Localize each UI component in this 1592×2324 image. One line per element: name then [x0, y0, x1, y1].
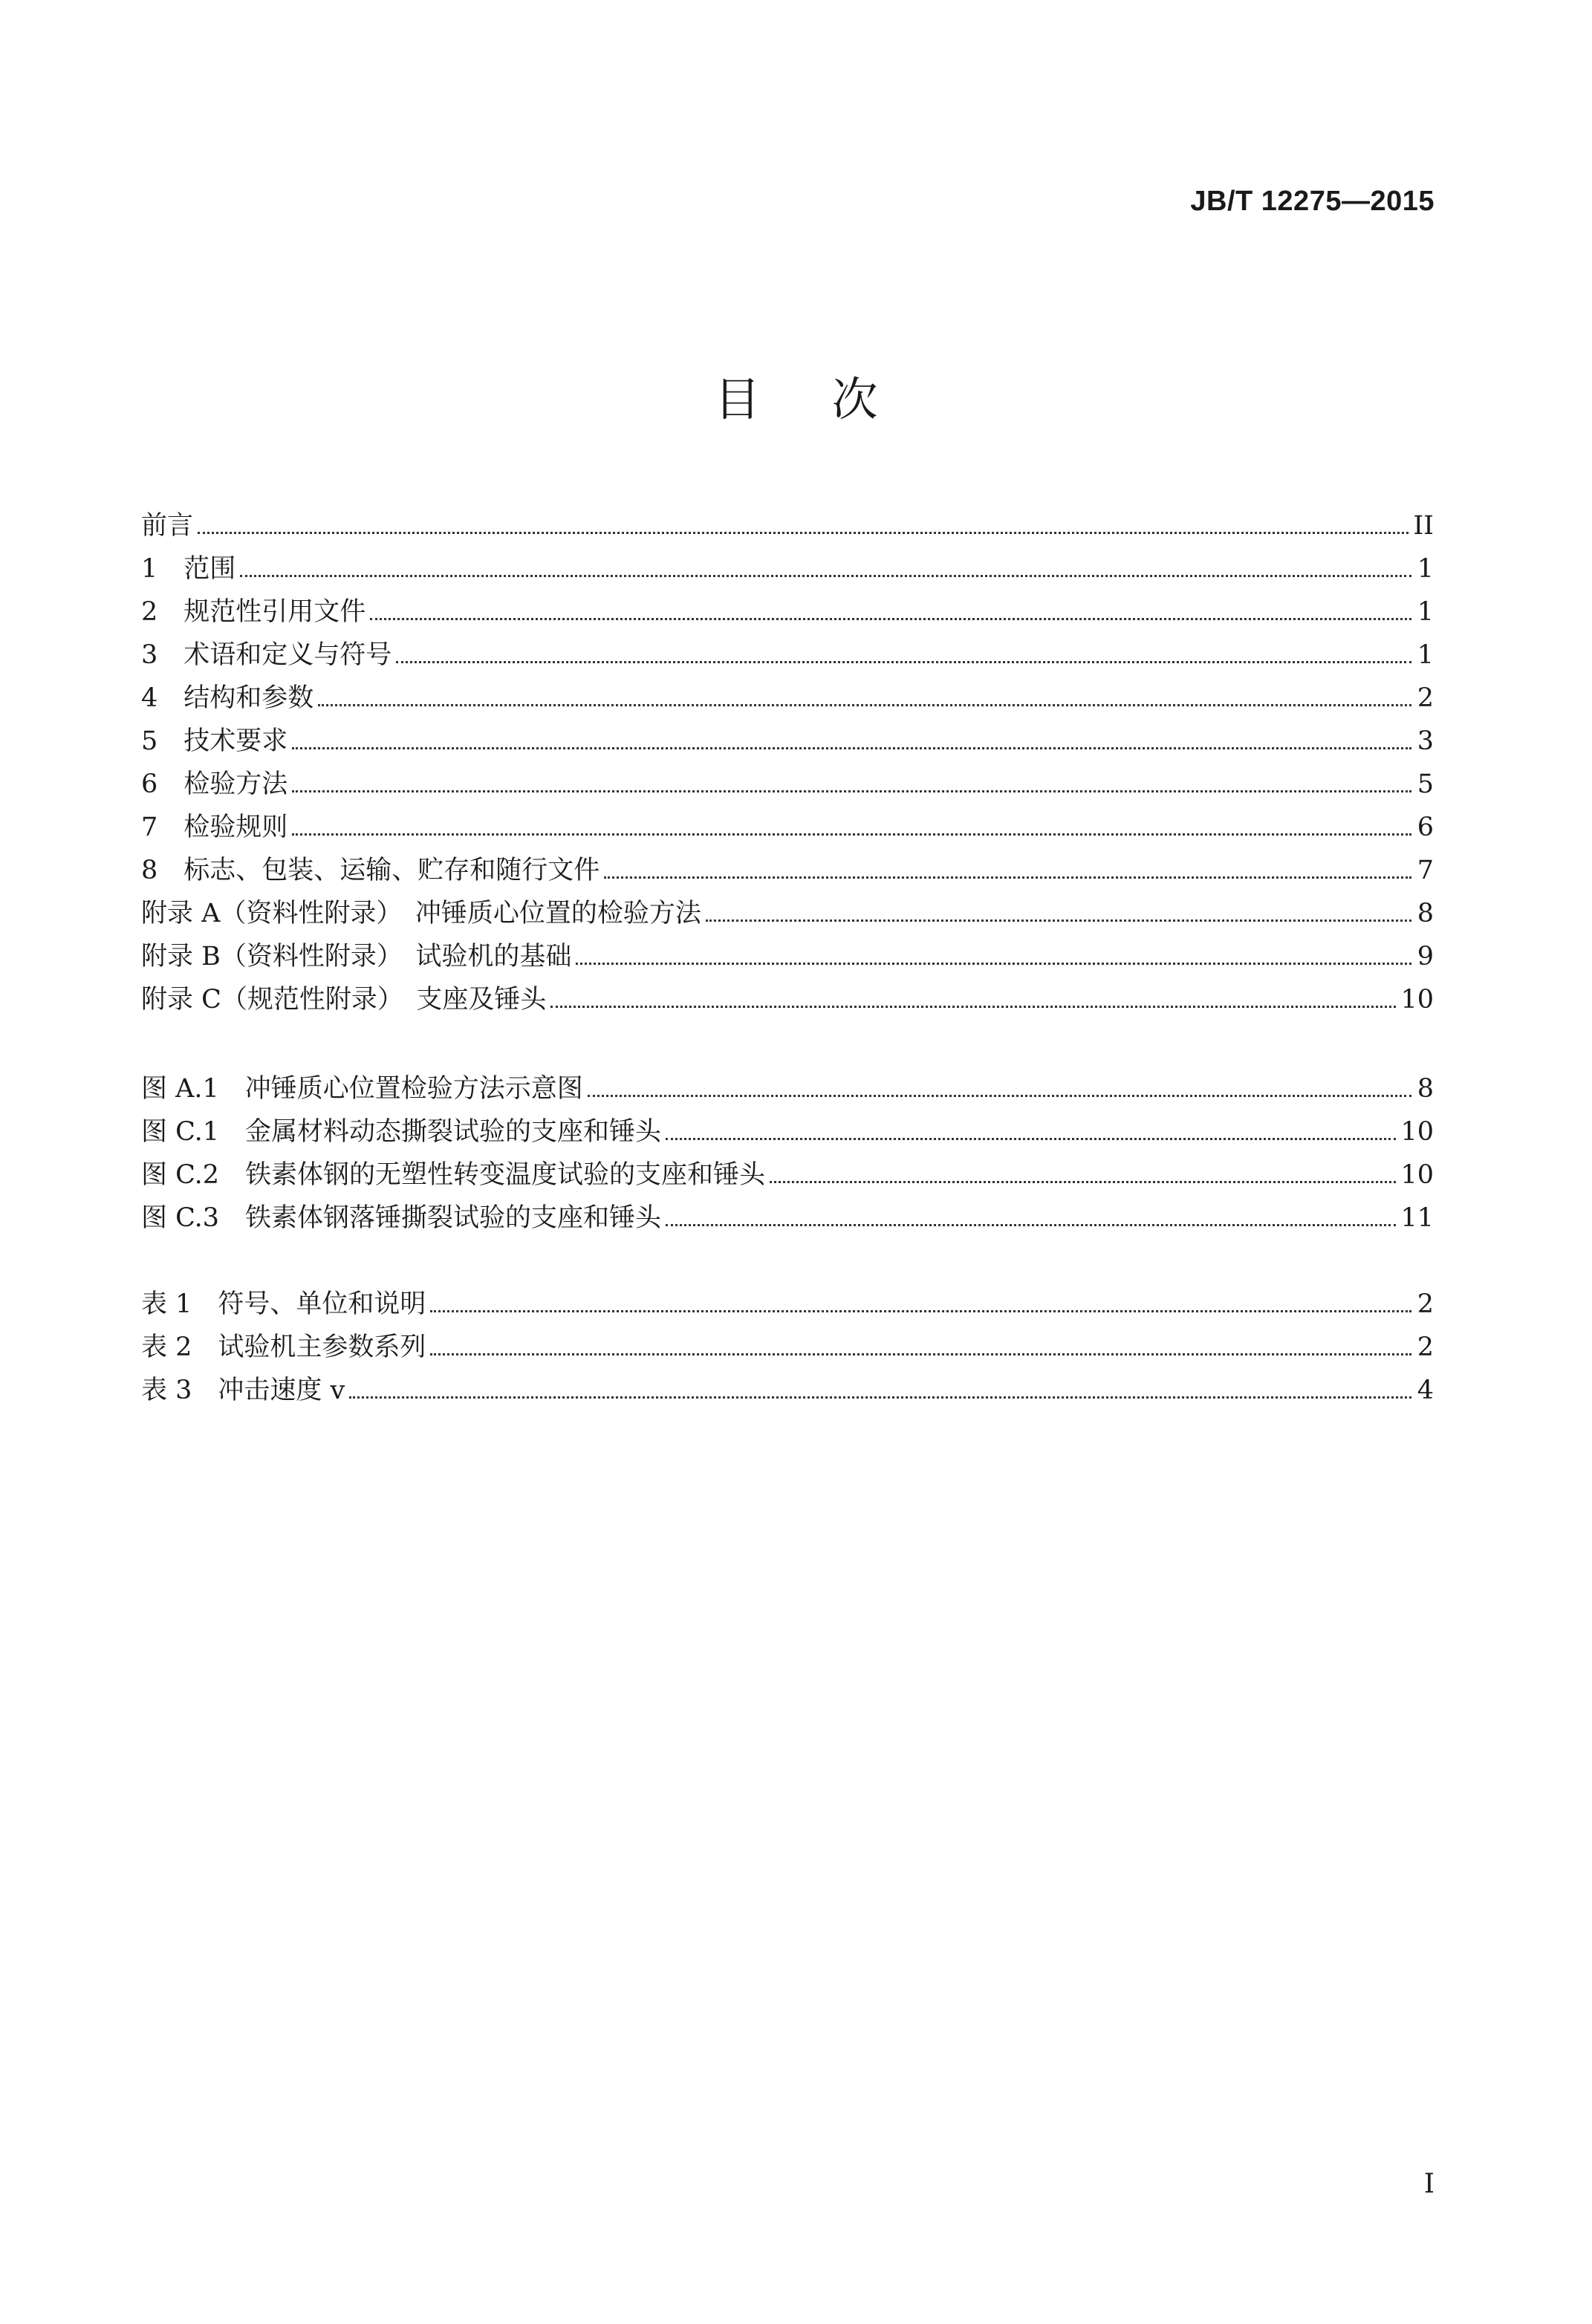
- toc-entry-label: 表 2 试验机主参数系列: [141, 1332, 426, 1362]
- toc-entry-label: 1 范围: [141, 554, 236, 584]
- toc-entry-label: 2 规范性引用文件: [141, 597, 366, 627]
- toc-entry-page: 2: [1417, 683, 1434, 713]
- dot-leader: [292, 833, 1411, 836]
- toc-entry-label: 4 结构和参数: [141, 683, 314, 713]
- toc-entry[interactable]: [141, 584, 1434, 627]
- toc-entry[interactable]: [141, 627, 1434, 670]
- dot-leader: [370, 617, 1411, 620]
- toc-entry-page: 9: [1417, 942, 1434, 971]
- dot-leader: [430, 1353, 1411, 1355]
- toc-figures: [141, 1061, 1434, 1233]
- toc-entry-page: 6: [1417, 813, 1434, 842]
- dot-leader: [666, 1223, 1396, 1226]
- toc-entry-page: II: [1413, 511, 1434, 541]
- toc-entry-label: 3 术语和定义与符号: [141, 640, 392, 670]
- toc-entry-label: 图 C.3 铁素体钢落锤撕裂试验的支座和锤头: [141, 1203, 662, 1233]
- toc-entry-label: 前言: [141, 511, 194, 541]
- dot-leader: [240, 574, 1411, 577]
- toc-entry-page: 8: [1417, 899, 1434, 928]
- toc-entry-page: 11: [1400, 1203, 1434, 1233]
- toc-entry-label: 8 标志、包装、运输、贮存和随行文件: [141, 856, 600, 885]
- toc-entry[interactable]: [141, 498, 1434, 541]
- toc-entry-page: 2: [1417, 1332, 1434, 1362]
- toc-entry[interactable]: [141, 1276, 1434, 1319]
- dot-leader: [770, 1180, 1396, 1183]
- toc-entry-page: 1: [1417, 597, 1434, 627]
- toc-entry[interactable]: [141, 1190, 1434, 1233]
- toc-entry-label: 图 C.1 金属材料动态撕裂试验的支座和锤头: [141, 1117, 662, 1147]
- toc-entry[interactable]: [141, 1104, 1434, 1147]
- dot-leader: [292, 746, 1411, 749]
- toc-entry[interactable]: [141, 885, 1434, 928]
- toc-entry-label: 表 1 符号、单位和说明: [141, 1289, 426, 1319]
- toc-entry-label: 7 检验规则: [141, 813, 288, 842]
- toc-entry[interactable]: [141, 541, 1434, 584]
- toc-entry[interactable]: [141, 713, 1434, 756]
- toc-entry[interactable]: [141, 1319, 1434, 1362]
- toc-entry[interactable]: [141, 670, 1434, 713]
- toc-entry-page: 4: [1417, 1376, 1434, 1405]
- page-number: I: [1423, 2169, 1435, 2199]
- dot-leader: [292, 790, 1411, 792]
- toc-entry-page: 1: [1417, 554, 1434, 584]
- dot-leader: [576, 962, 1411, 965]
- toc-entry-label: 5 技术要求: [141, 726, 288, 756]
- toc-entry-page: 5: [1417, 769, 1434, 799]
- dot-leader: [666, 1137, 1396, 1140]
- dot-leader: [396, 660, 1411, 663]
- toc-entry-page: 3: [1417, 726, 1434, 756]
- toc-entry[interactable]: [141, 1061, 1434, 1104]
- toc-entry-page: 8: [1417, 1074, 1434, 1104]
- dot-leader: [198, 531, 1409, 534]
- toc-entry-page: 1: [1417, 640, 1434, 670]
- toc-sections: [141, 498, 1434, 1015]
- page-title: 目次: [714, 372, 949, 426]
- doc-code: JB/T 12275—2015: [1190, 186, 1435, 217]
- dot-leader: [604, 876, 1411, 879]
- dot-leader: [430, 1309, 1411, 1312]
- toc-entry-label: 表 3 冲击速度 v: [141, 1376, 345, 1405]
- dot-leader: [706, 919, 1411, 922]
- dot-leader: [318, 703, 1411, 706]
- toc-entry-page: 10: [1400, 1117, 1434, 1147]
- toc-entry-label: 图 A.1 冲锤质心位置检验方法示意图: [141, 1074, 583, 1104]
- toc-entry[interactable]: [141, 799, 1434, 842]
- toc-entry[interactable]: [141, 756, 1434, 799]
- toc-entry-label: 附录 C（规范性附录） 支座及锤头: [141, 985, 547, 1015]
- dot-leader: [588, 1094, 1411, 1097]
- toc-entry[interactable]: [141, 1362, 1434, 1405]
- toc-entry-label: 6 检验方法: [141, 769, 288, 799]
- toc-entry-label: 图 C.2 铁素体钢的无塑性转变温度试验的支座和锤头: [141, 1160, 766, 1190]
- toc-entry-page: 10: [1400, 985, 1434, 1015]
- toc-entry-page: 10: [1400, 1160, 1434, 1190]
- toc-entry[interactable]: [141, 842, 1434, 885]
- dot-leader: [550, 1005, 1396, 1008]
- toc-entry-page: 7: [1417, 856, 1434, 885]
- toc-tables: [141, 1276, 1434, 1405]
- toc-entry[interactable]: [141, 971, 1434, 1015]
- dot-leader: [349, 1396, 1411, 1399]
- toc-entry[interactable]: [141, 928, 1434, 971]
- toc-entry-label: 附录 A（资料性附录） 冲锤质心位置的检验方法: [141, 899, 701, 928]
- toc-entry[interactable]: [141, 1147, 1434, 1190]
- toc-entry-page: 2: [1417, 1289, 1434, 1319]
- toc-entry-label: 附录 B（资料性附录） 试验机的基础: [141, 942, 572, 971]
